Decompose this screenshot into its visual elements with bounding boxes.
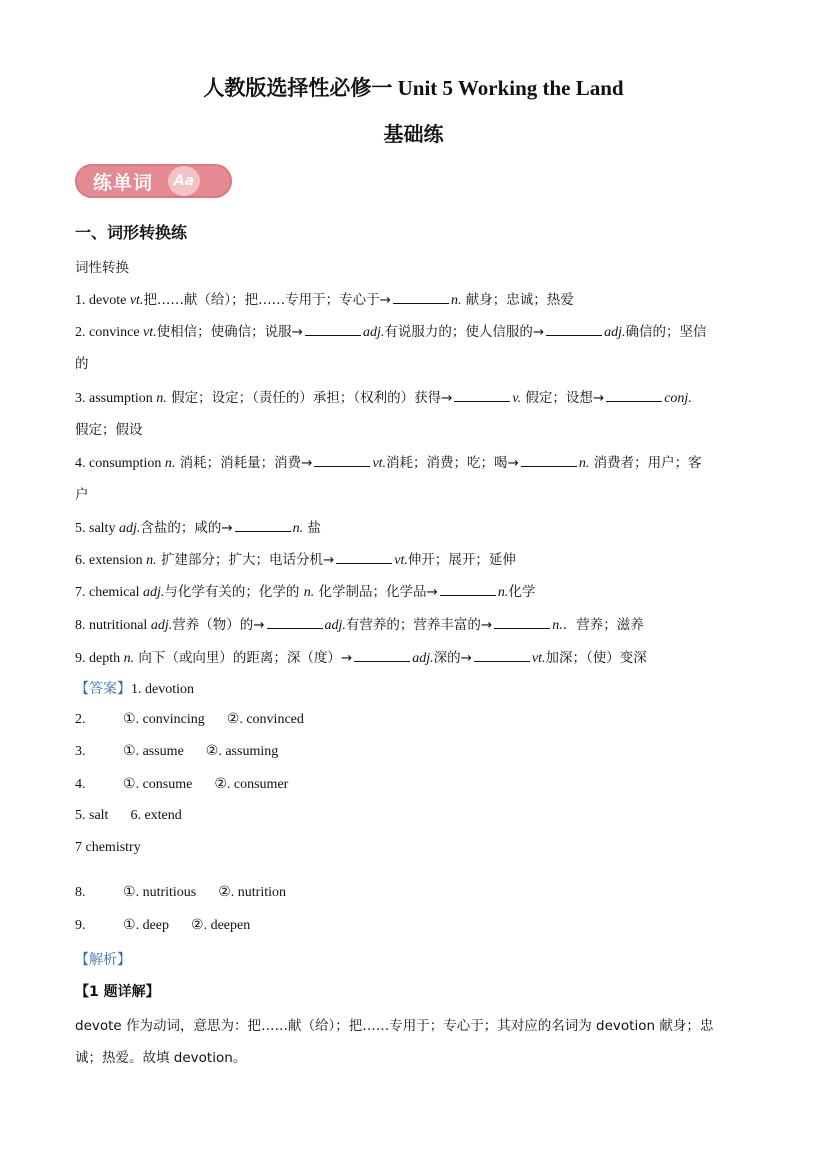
answer-line-7: 7 chemistry [75,840,141,855]
section-subheading: 词性转换 [75,260,129,276]
answer-blank [606,389,662,402]
exercise-item-9: 9. depth n. 向下（或向里）的距离；深（度）→ adj.深的→ vt.加深；（使）变深 [75,650,647,666]
exercise-item-8: 8. nutritional adj.营养（物）的→ adj.有营养的；营养丰富的→ n.．营养；滋养 [75,617,644,633]
letters-icon: Aa [168,166,200,196]
answer-line-1: 【答案】1. devotion [75,681,194,697]
answer-blank [393,291,449,304]
answer-tag: 【答案】 [75,681,131,697]
answer-line-8: 8. ①. nutritious ②. nutrition [75,884,287,900]
analysis-text-line-2: 诚；热爱。故填 devotion。 [75,1050,247,1066]
answer-line-3: 3. ①. assume ②. assuming [75,743,279,759]
answer-blank [454,389,510,402]
answer-line-2: 2. ①. convincing ②. convinced [75,711,304,727]
exercise-item-5: 5. salty adj.含盐的；咸的→ n. 盐 [75,520,321,536]
exercise-item-1: 1. devote vt.把……献（给）；把……专用于；专心于→ n. 献身；忠诚；热爱 [75,292,574,308]
answer-blank [314,454,370,467]
answer-blank [305,323,361,336]
exercise-item-3: 3. assumption n. 假定；设定；（责任的）承担；（权利的）获得→ v. 假定；设想→ conj. [75,390,692,406]
exercise-item-4-wrap: 户 [75,487,89,503]
answer-blank [354,649,410,662]
badge-label: 练单词 [93,171,154,194]
analysis-tag: 【解析】 [75,952,131,968]
exercise-item-2-wrap: 的 [75,356,89,372]
exercise-item-4: 4. consumption n. 消耗；消耗量；消费→ vt.消耗；消费；吃；喝→ n. 消费者；用户；客 [75,455,702,471]
answer-blank [494,616,550,629]
analysis-text-line-1: devote 作为动词，意思为：把……献（给）；把……专用于；专心于；其对应的名词为 devotion 献身；忠 [75,1018,714,1034]
document-title: 人教版选择性必修一 Unit 5 Working the Land [203,76,624,100]
exercise-item-3-wrap: 假定；假设 [75,422,143,438]
section-badge [75,164,232,198]
answer-blank [521,454,577,467]
section-heading: 一、词形转换练 [75,223,188,242]
exercise-item-6: 6. extension n. 扩建部分；扩大；电话分机→ vt.伸开；展开；延伸 [75,552,516,568]
answer-blank [440,583,496,596]
exercise-item-2: 2. convince vt.使相信；使确信；说服→ adj.有说服力的；使人信服的→ adj.确信的；坚信 [75,324,707,340]
document-subtitle: 基础练 [383,124,444,146]
exercise-item-7: 7. chemical adj.与化学有关的；化学的 n. 化学制品；化学品→ n.化学 [75,584,536,600]
answer-line-4: 4. ①. consume ②. consumer [75,776,289,792]
answer-blank [235,519,291,532]
answer-line-9: 9. ①. deep ②. deepen [75,917,251,933]
answer-blank [267,616,323,629]
answer-line-5-6: 5. salt 6. extend [75,808,182,823]
answer-blank [546,323,602,336]
analysis-heading: 【1 题详解】 [75,984,160,1000]
answer-blank [336,551,392,564]
answer-blank [474,649,530,662]
